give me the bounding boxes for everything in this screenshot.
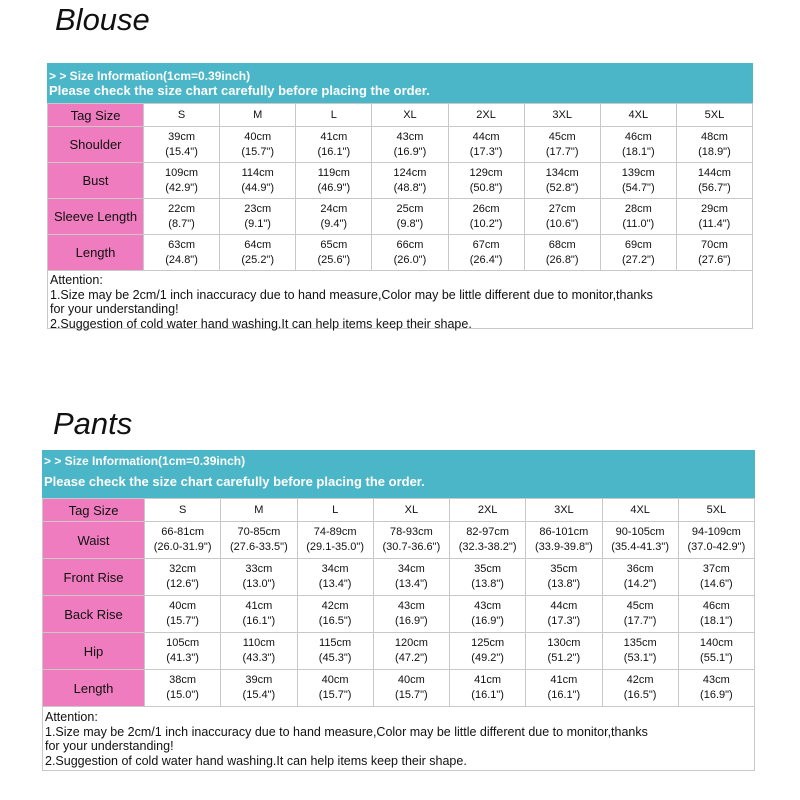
- note-accuracy-cont: for your understanding!: [45, 739, 174, 753]
- size-header: XL: [373, 499, 449, 522]
- value-inch: (49.2"): [471, 652, 504, 664]
- measurement-row: [43, 559, 755, 596]
- value-inch: (54.7"): [621, 181, 655, 194]
- value-cm: 120cm: [394, 637, 428, 649]
- value-cm: 64cm: [244, 238, 272, 251]
- value-inch: (15.7"): [395, 689, 428, 701]
- measurement-cell: [526, 670, 602, 707]
- measurement-cell: [372, 235, 448, 271]
- value-inch: (50.8"): [469, 181, 503, 194]
- value-inch: (15.7"): [241, 145, 274, 158]
- value-cm: 22cm: [168, 202, 196, 215]
- measurement-cell: [600, 235, 676, 271]
- value-cm: 144cm: [697, 166, 731, 179]
- value-cm: 44cm: [472, 130, 500, 143]
- measurement-cell: [678, 670, 754, 707]
- value-inch: (35.4-41.3"): [611, 541, 669, 553]
- value-inch: (13.4"): [318, 578, 352, 590]
- value-cm: 43cm: [702, 674, 730, 686]
- value-cm: 23cm: [244, 202, 272, 215]
- measurement-cell: [678, 596, 754, 633]
- size-header: L: [296, 104, 372, 127]
- value-inch: (18.9"): [698, 145, 731, 158]
- value-inch: (44.9"): [241, 181, 274, 194]
- value-cm: 40cm: [321, 674, 349, 686]
- size-header: M: [220, 104, 296, 127]
- measurement-cell: [144, 235, 220, 271]
- measurement-cell: [372, 199, 448, 235]
- value-cm: 40cm: [169, 600, 197, 612]
- value-cm: 43cm: [396, 130, 424, 143]
- measurement-cell: [297, 596, 373, 633]
- value-cm: 37cm: [702, 563, 730, 575]
- measurement-label: Length: [43, 670, 145, 707]
- value-inch: (41.3"): [166, 652, 199, 664]
- measurement-cell: [602, 522, 678, 559]
- measurement-cell: [678, 633, 754, 670]
- measurement-cell: [297, 559, 373, 596]
- value-cm: 41cm: [320, 130, 348, 143]
- size-header: 4XL: [600, 104, 676, 127]
- value-cm: 42cm: [626, 674, 654, 686]
- blouse-title: Blouse: [55, 2, 150, 37]
- value-inch: (16.1"): [547, 689, 581, 701]
- measurement-label: Hip: [43, 633, 145, 670]
- value-cm: 39cm: [245, 674, 273, 686]
- value-inch: (10.6"): [545, 217, 579, 230]
- value-inch: (13.4"): [395, 578, 428, 590]
- measurement-cell: [221, 670, 297, 707]
- measurement-label: Back Rise: [43, 596, 145, 633]
- value-inch: (45.3"): [318, 652, 352, 664]
- value-inch: (16.9"): [471, 615, 504, 627]
- value-cm: 74-89cm: [313, 526, 357, 538]
- value-cm: 78-93cm: [389, 526, 433, 538]
- value-cm: 66cm: [396, 238, 424, 251]
- measurement-cell: [450, 522, 526, 559]
- measurement-cell: [526, 633, 602, 670]
- value-cm: 40cm: [397, 674, 425, 686]
- value-inch: (52.8"): [545, 181, 579, 194]
- value-cm: 86-101cm: [539, 526, 589, 538]
- value-inch: (16.9"): [393, 145, 427, 158]
- value-inch: (15.0"): [166, 689, 199, 701]
- value-inch: (25.2"): [241, 253, 274, 266]
- measurement-cell: [372, 127, 448, 163]
- value-cm: 34cm: [397, 563, 425, 575]
- measurement-cell: [526, 559, 602, 596]
- pants-notes: [42, 707, 755, 771]
- note-washing: 2.Suggestion of cold water hand washing.It can help items keep their shape.: [50, 316, 472, 331]
- value-cm: 66-81cm: [161, 526, 205, 538]
- value-cm: 45cm: [548, 130, 576, 143]
- measurement-label: Waist: [43, 522, 145, 559]
- value-inch: (15.4"): [165, 145, 198, 158]
- value-cm: 43cm: [474, 600, 502, 612]
- value-inch: (12.6"): [166, 578, 199, 590]
- value-inch: (17.7"): [545, 145, 579, 158]
- value-cm: 27cm: [548, 202, 576, 215]
- tag-size-header: Tag Size: [48, 104, 144, 127]
- value-inch: (32.3-38.2"): [458, 541, 517, 553]
- value-cm: 67cm: [472, 238, 500, 251]
- measurement-cell: [524, 163, 600, 199]
- measurement-cell: [602, 633, 678, 670]
- value-inch: (29.1-35.0"): [306, 541, 364, 553]
- value-cm: 41cm: [245, 600, 273, 612]
- value-inch: (16.5"): [318, 615, 352, 627]
- measurement-row: [43, 633, 755, 670]
- measurement-cell: [144, 127, 220, 163]
- value-cm: 44cm: [550, 600, 578, 612]
- value-cm: 41cm: [550, 674, 578, 686]
- value-inch: (26.4"): [469, 253, 503, 266]
- measurement-cell: [602, 596, 678, 633]
- measurement-cell: [296, 199, 372, 235]
- value-cm: 38cm: [169, 674, 197, 686]
- value-cm: 32cm: [169, 563, 197, 575]
- measurement-cell: [448, 235, 524, 271]
- attention-label: Attention:: [45, 710, 98, 724]
- measurement-row: [43, 596, 755, 633]
- blouse-banner-instruction: Please check the size chart carefully before placing the order.: [49, 83, 430, 98]
- value-inch: (42.9"): [165, 181, 198, 194]
- value-cm: 35cm: [550, 563, 578, 575]
- pants-header-row: [43, 499, 755, 522]
- measurement-cell: [145, 670, 221, 707]
- size-header: S: [145, 499, 221, 522]
- measurement-cell: [526, 596, 602, 633]
- value-cm: 114cm: [241, 166, 274, 179]
- value-inch: (16.1"): [242, 615, 276, 627]
- value-inch: (15.7"): [318, 689, 352, 701]
- measurement-cell: [144, 163, 220, 199]
- measurement-cell: [448, 127, 524, 163]
- blouse-size-chart: [47, 63, 753, 329]
- measurement-cell: [373, 596, 449, 633]
- measurement-row: [48, 163, 753, 199]
- value-inch: (33.9-39.8"): [535, 541, 593, 553]
- measurement-cell: [524, 235, 600, 271]
- value-inch: (8.7"): [168, 217, 195, 230]
- measurement-row: [48, 127, 753, 163]
- value-cm: 25cm: [396, 202, 424, 215]
- size-header: 2XL: [448, 104, 524, 127]
- value-inch: (9.1"): [244, 217, 271, 230]
- note-accuracy: 1.Size may be 2cm/1 inch inaccuracy due to hand measure,Color may be little different due to monitor,thanks: [45, 724, 648, 739]
- measurement-cell: [676, 199, 752, 235]
- measurement-cell: [296, 235, 372, 271]
- value-inch: (26.8"): [545, 253, 579, 266]
- measurement-cell: [373, 633, 449, 670]
- value-cm: 65cm: [320, 238, 348, 251]
- pants-banner: [42, 450, 755, 498]
- value-inch: (13.0"): [242, 578, 276, 590]
- size-header: 5XL: [676, 104, 752, 127]
- blouse-notes: [47, 271, 753, 329]
- value-cm: 40cm: [244, 130, 272, 143]
- value-inch: (16.9"): [700, 689, 733, 701]
- value-cm: 36cm: [626, 563, 654, 575]
- value-cm: 140cm: [699, 637, 733, 649]
- blouse-header-row: [48, 104, 753, 127]
- measurement-cell: [373, 522, 449, 559]
- value-cm: 129cm: [469, 166, 503, 179]
- measurement-cell: [450, 596, 526, 633]
- value-inch: (46.9"): [317, 181, 351, 194]
- size-header: XL: [372, 104, 448, 127]
- value-cm: 39cm: [168, 130, 196, 143]
- measurement-cell: [221, 522, 297, 559]
- value-inch: (53.1"): [623, 652, 657, 664]
- measurement-cell: [145, 559, 221, 596]
- size-header: M: [221, 499, 297, 522]
- measurement-cell: [602, 559, 678, 596]
- measurement-row: [43, 522, 755, 559]
- measurement-label: Sleeve Length: [48, 199, 144, 235]
- measurement-cell: [297, 522, 373, 559]
- pants-size-chart: [42, 450, 755, 771]
- measurement-cell: [296, 163, 372, 199]
- value-cm: 94-109cm: [691, 526, 741, 538]
- size-header: 5XL: [678, 499, 754, 522]
- value-cm: 134cm: [545, 166, 579, 179]
- measurement-cell: [524, 199, 600, 235]
- note-accuracy: 1.Size may be 2cm/1 inch inaccuracy due to hand measure,Color may be little different due to monitor,thanks: [50, 287, 653, 302]
- value-inch: (25.6"): [317, 253, 351, 266]
- value-cm: 33cm: [245, 563, 273, 575]
- value-cm: 48cm: [700, 130, 728, 143]
- measurement-cell: [145, 522, 221, 559]
- value-inch: (14.2"): [623, 578, 657, 590]
- value-cm: 70-85cm: [237, 526, 281, 538]
- value-cm: 135cm: [623, 637, 657, 649]
- value-inch: (13.8"): [471, 578, 504, 590]
- value-inch: (56.7"): [698, 181, 731, 194]
- blouse-size-table: [47, 103, 753, 271]
- value-cm: 29cm: [700, 202, 728, 215]
- measurement-label: Length: [48, 235, 144, 271]
- measurement-row: [43, 670, 755, 707]
- measurement-cell: [220, 127, 296, 163]
- note-washing: 2.Suggestion of cold water hand washing.It can help items keep their shape.: [45, 753, 467, 768]
- measurement-cell: [373, 559, 449, 596]
- measurement-cell: [600, 163, 676, 199]
- value-inch: (18.1"): [700, 615, 733, 627]
- value-inch: (11.4"): [698, 217, 731, 230]
- size-header: 3XL: [524, 104, 600, 127]
- value-cm: 24cm: [320, 202, 348, 215]
- value-inch: (16.1"): [317, 145, 351, 158]
- measurement-cell: [678, 522, 754, 559]
- value-cm: 46cm: [624, 130, 652, 143]
- value-inch: (16.9"): [395, 615, 428, 627]
- value-inch: (47.2"): [395, 652, 428, 664]
- measurement-cell: [676, 235, 752, 271]
- size-header: 3XL: [526, 499, 602, 522]
- measurement-cell: [372, 163, 448, 199]
- value-inch: (17.3"): [547, 615, 581, 627]
- measurement-cell: [220, 163, 296, 199]
- value-cm: 63cm: [168, 238, 196, 251]
- value-cm: 42cm: [321, 600, 349, 612]
- value-inch: (48.8"): [393, 181, 427, 194]
- value-inch: (27.6-33.5"): [230, 541, 288, 553]
- value-cm: 68cm: [548, 238, 576, 251]
- value-cm: 130cm: [547, 637, 581, 649]
- measurement-cell: [678, 559, 754, 596]
- measurement-cell: [221, 596, 297, 633]
- value-inch: (17.7"): [623, 615, 657, 627]
- size-header: 4XL: [602, 499, 678, 522]
- value-cm: 124cm: [393, 166, 427, 179]
- value-cm: 35cm: [474, 563, 502, 575]
- value-inch: (26.0"): [393, 253, 427, 266]
- measurement-cell: [450, 633, 526, 670]
- value-inch: (16.5"): [623, 689, 657, 701]
- value-inch: (30.7-36.6"): [382, 541, 441, 553]
- blouse-banner-info: > > Size Information(1cm=0.39inch): [49, 69, 251, 83]
- size-header: 2XL: [450, 499, 526, 522]
- measurement-cell: [296, 127, 372, 163]
- value-cm: 109cm: [165, 166, 199, 179]
- measurement-cell: [448, 199, 524, 235]
- value-cm: 105cm: [166, 637, 200, 649]
- measurement-label: Shoulder: [48, 127, 144, 163]
- value-inch: (9.4"): [320, 217, 348, 230]
- value-cm: 110cm: [242, 637, 275, 649]
- measurement-label: Bust: [48, 163, 144, 199]
- measurement-cell: [676, 163, 752, 199]
- measurement-cell: [450, 670, 526, 707]
- value-cm: 43cm: [397, 600, 425, 612]
- measurement-cell: [221, 559, 297, 596]
- value-cm: 90-105cm: [615, 526, 665, 538]
- value-cm: 139cm: [621, 166, 655, 179]
- measurement-cell: [600, 199, 676, 235]
- measurement-cell: [297, 633, 373, 670]
- value-inch: (37.0-42.9"): [687, 541, 746, 553]
- measurement-label: Front Rise: [43, 559, 145, 596]
- measurement-cell: [676, 127, 752, 163]
- value-inch: (51.2"): [547, 652, 581, 664]
- value-inch: (43.3"): [242, 652, 276, 664]
- value-inch: (15.7"): [166, 615, 199, 627]
- value-cm: 34cm: [321, 563, 349, 575]
- pants-title: Pants: [53, 406, 133, 441]
- measurement-cell: [220, 235, 296, 271]
- attention-label: Attention:: [50, 273, 103, 287]
- value-inch: (10.2"): [469, 217, 503, 230]
- measurement-cell: [145, 633, 221, 670]
- pants-banner-instruction: Please check the size chart carefully before placing the order.: [44, 474, 425, 489]
- value-cm: 125cm: [471, 637, 505, 649]
- measurement-row: [48, 199, 753, 235]
- value-cm: 82-97cm: [466, 526, 510, 538]
- value-inch: (27.6"): [698, 253, 731, 266]
- value-cm: 28cm: [624, 202, 652, 215]
- value-cm: 26cm: [472, 202, 500, 215]
- measurement-cell: [144, 199, 220, 235]
- value-inch: (11.0"): [622, 217, 655, 230]
- measurement-cell: [221, 633, 297, 670]
- value-cm: 41cm: [474, 674, 502, 686]
- value-inch: (14.6"): [700, 578, 733, 590]
- value-inch: (55.1"): [700, 652, 733, 664]
- value-inch: (15.4"): [242, 689, 276, 701]
- value-cm: 45cm: [626, 600, 654, 612]
- measurement-cell: [145, 596, 221, 633]
- value-inch: (27.2"): [621, 253, 655, 266]
- measurement-cell: [526, 522, 602, 559]
- measurement-cell: [602, 670, 678, 707]
- measurement-cell: [373, 670, 449, 707]
- size-header: S: [144, 104, 220, 127]
- value-cm: 115cm: [319, 637, 352, 649]
- measurement-row: [48, 235, 753, 271]
- value-inch: (17.3"): [469, 145, 503, 158]
- measurement-cell: [524, 127, 600, 163]
- blouse-banner: [47, 63, 753, 103]
- value-inch: (24.8"): [165, 253, 198, 266]
- value-inch: (16.1"): [471, 689, 504, 701]
- value-cm: 46cm: [702, 600, 730, 612]
- value-inch: (26.0-31.9"): [153, 541, 212, 553]
- value-cm: 69cm: [624, 238, 652, 251]
- value-inch: (9.8"): [396, 217, 424, 230]
- tag-size-header: Tag Size: [43, 499, 145, 522]
- value-cm: 70cm: [700, 238, 728, 251]
- value-inch: (18.1"): [621, 145, 655, 158]
- pants-size-table: [42, 498, 755, 707]
- size-header: L: [297, 499, 373, 522]
- measurement-cell: [297, 670, 373, 707]
- measurement-cell: [600, 127, 676, 163]
- value-cm: 119cm: [317, 166, 350, 179]
- measurement-cell: [450, 559, 526, 596]
- note-accuracy-cont: for your understanding!: [50, 302, 179, 316]
- value-inch: (13.8"): [547, 578, 581, 590]
- measurement-cell: [220, 199, 296, 235]
- measurement-cell: [448, 163, 524, 199]
- pants-banner-info: > > Size Information(1cm=0.39inch): [44, 454, 246, 468]
